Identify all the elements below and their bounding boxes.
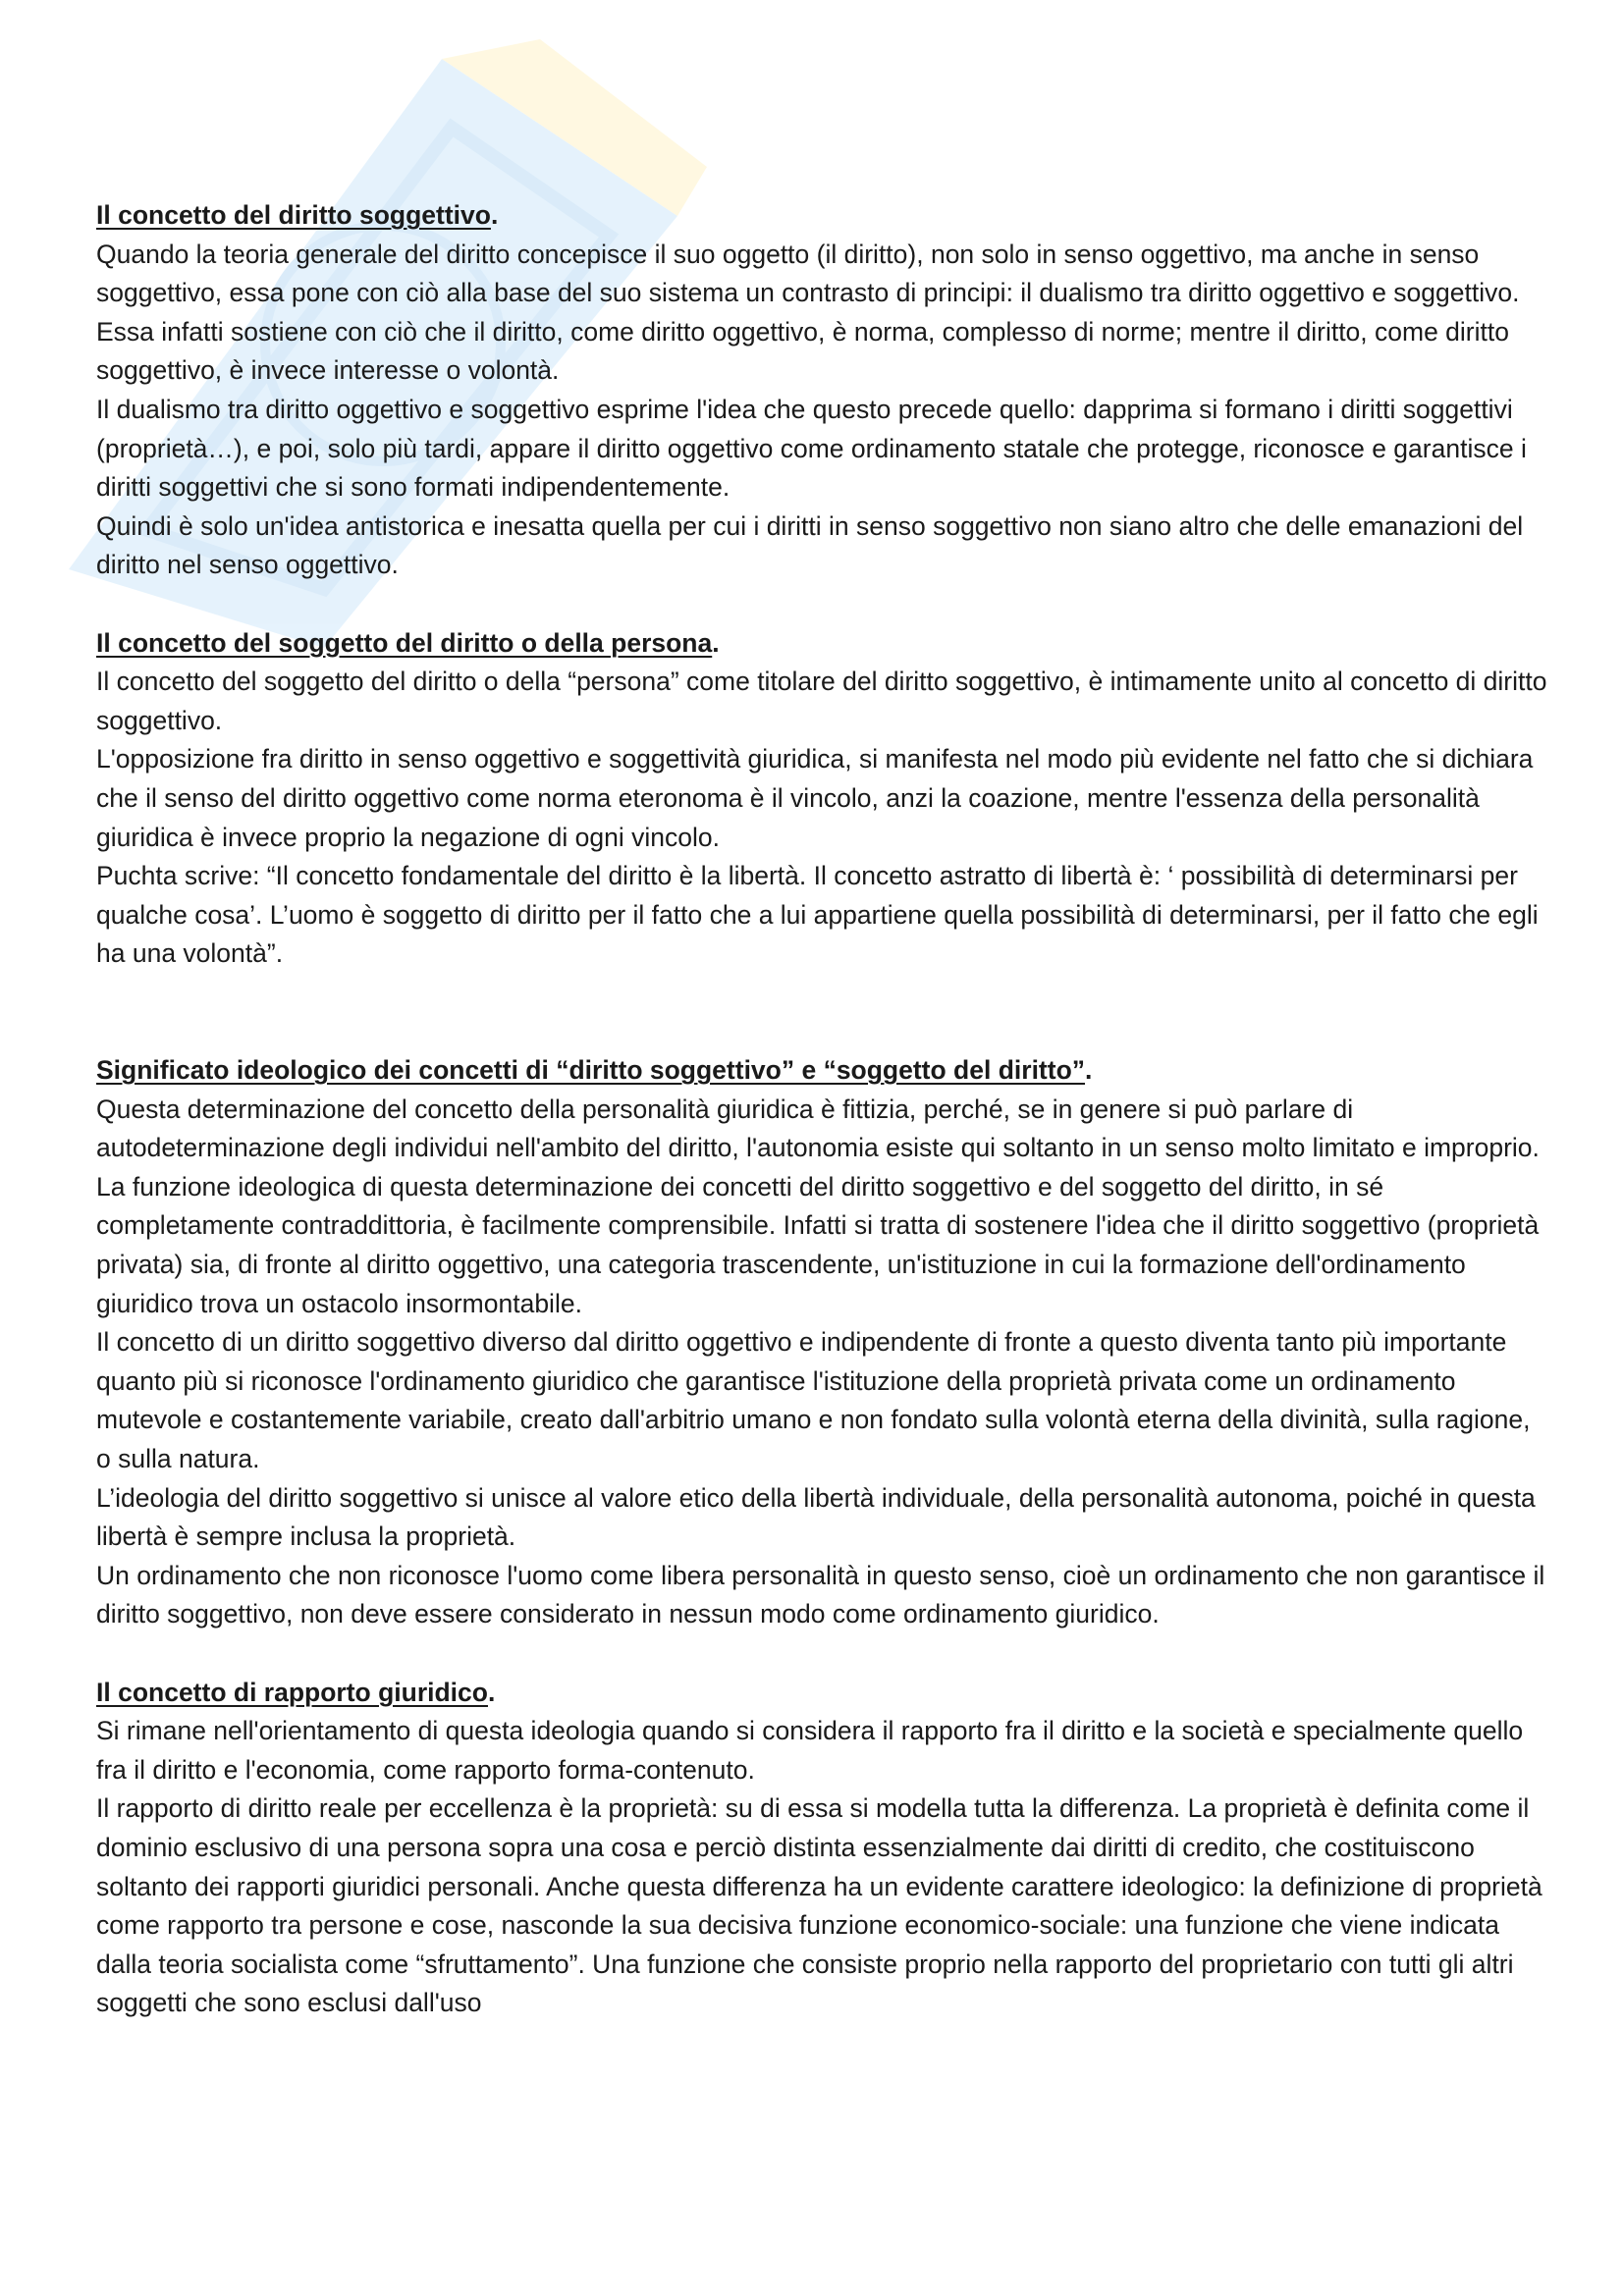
paragraph: Si rimane nell'orientamento di questa ideologia quando si considera il rapporto fra il diritto e la società e specialmente quello fra il diritto e l'economia, come rapporto forma-contenuto.: [96, 1716, 1524, 1785]
paragraph: L'opposizione fra diritto in senso oggettivo e soggettività giuridica, si manifesta nel modo più evidente nel fatto che si dichiara che il senso del diritto oggettivo come norma eteronoma è il vincolo, anzi la coazione, mentre l'essenza della personalità giuridica è invece proprio la negazione di ogni vincolo.: [96, 744, 1534, 852]
section-heading-period: .: [1085, 1055, 1093, 1086]
section-significato-ideologico: [96, 1051, 1549, 1634]
section-spacer: [96, 585, 1549, 624]
section-heading: [96, 196, 1549, 236]
section-heading: [96, 1674, 1549, 1713]
document-body: [96, 196, 1549, 2023]
section-rapporto-giuridico: [96, 1674, 1549, 2023]
section-heading: [96, 624, 1549, 664]
section-heading-period: .: [487, 1677, 496, 1707]
section-heading: [96, 1051, 1549, 1091]
paragraph: L’ideologia del diritto soggettivo si unisce al valore etico della libertà individuale, della personalità autonoma, poiché in questa libertà è sempre inclusa la proprietà.: [96, 1482, 1536, 1552]
paragraph: Il rapporto di diritto reale per eccellenza è la proprietà: su di essa si modella tutta la differenza. La proprietà è definita come il dominio esclusivo di una persona sopra una cosa e perciò distinta essenzialmente dai diritti di credito, che costituiscono soltanto dei rapporti giuridici personali. Anche questa differenza ha un evidente carattere ideologico: la definizione di proprietà come rapporto tra persone e cose, nasconde la sua decisiva funzione economico-sociale: una funzione che viene indicata dalla teoria socialista come “sfruttamento”. Una funzione che consiste proprio nella rapporto del proprietario con tutti gli altri soggetti che sono esclusi dall'uso: [96, 1793, 1542, 2018]
paragraph: Quando la teoria generale del diritto concepisce il suo oggetto (il diritto), non solo in senso oggettivo, ma anche in senso soggettivo, essa pone con ciò alla base del suo sistema un contrasto di principi: il dualismo tra diritto oggettivo e soggettivo.: [96, 239, 1520, 308]
paragraph: Puchta scrive: “Il concetto fondamentale del diritto è la libertà. Il concetto astratto di libertà è: ‘ possibilità di determinarsi per qualche cosa’. L’uomo è soggetto di diritto per il fatto che a lui appartiene quella possibilità di determinarsi, per il fatto che egli ha una volontà”.: [96, 861, 1539, 969]
section-heading-period: .: [490, 200, 499, 230]
section-heading-text: Significato ideologico dei concetti di “diritto soggettivo” e “soggetto del diritto”: [96, 1055, 1086, 1086]
section-spacer: [96, 1634, 1549, 1674]
paragraph: Il concetto del soggetto del diritto o della “persona” come titolare del diritto soggettivo, è intimamente unito al concetto di diritto soggettivo.: [96, 667, 1547, 735]
section-heading-text: Il concetto del diritto soggettivo: [96, 200, 491, 230]
section-heading-text: Il concetto di rapporto giuridico: [96, 1677, 488, 1707]
paragraph: Il concetto di un diritto soggettivo diverso dal diritto oggettivo e indipendente di fronte a questo diventa tanto più importante quanto più si riconosce l'ordinamento giuridico che garantisce l'istituzione della proprietà privata come un ordinamento mutevole e costantemente variabile, creato dall'arbitrio umano e non fondato sulla volontà eterna della divinità, sulla ragione, o sulla natura.: [96, 1327, 1531, 1473]
paragraph: Questa determinazione del concetto della personalità giuridica è fittizia, perché, se in genere si può parlare di autodeterminazione degli individui nell'ambito del diritto, l'autonomia esiste qui soltanto in un senso molto limitato e improprio.: [96, 1094, 1540, 1163]
section-heading-text: Il concetto del soggetto del diritto o della persona: [96, 627, 713, 658]
section-soggetto-del-diritto: [96, 624, 1549, 974]
paragraph: La funzione ideologica di questa determinazione dei concetti del diritto soggettivo e del soggetto del diritto, in sé completamente contraddittoria, è facilmente comprensibile. Infatti si tratta di sostenere l'idea che il diritto soggettivo (proprietà privata) sia, di fronte al diritto oggettivo, una categoria trascendente, un'istituzione in cui la formazione dell'ordinamento giuridico trova un ostacolo insormontabile.: [96, 1171, 1540, 1318]
paragraph: Il dualismo tra diritto oggettivo e soggettivo esprime l'idea che questo precede quello: dapprima si formano i diritti soggettivi (proprietà…), e poi, solo più tardi, appare il diritto oggettivo come ordinamento statale che protegge, riconosce e garantisce i diritti soggettivi che si sono formati indipendentemente.: [96, 394, 1527, 503]
section-spacer: [96, 974, 1549, 1051]
paragraph: Essa infatti sostiene con ciò che il diritto, come diritto oggettivo, è norma, complesso di norme; mentre il diritto, come diritto soggettivo, è invece interesse o volontà.: [96, 316, 1509, 386]
paragraph: Un ordinamento che non riconosce l'uomo come libera personalità in questo senso, cioè un ordinamento che non garantisce il diritto soggettivo, non deve essere considerato in nessun modo come ordinamento giuridico.: [96, 1560, 1545, 1629]
paragraph: Quindi è solo un'idea antistorica e inesatta quella per cui i diritti in senso soggettivo non siano altro che delle emanazioni del diritto nel senso oggettivo.: [96, 510, 1524, 580]
section-heading-period: .: [712, 627, 720, 658]
section-diritto-soggettivo: [96, 196, 1549, 585]
watermark-shape-accent: [442, 39, 707, 216]
